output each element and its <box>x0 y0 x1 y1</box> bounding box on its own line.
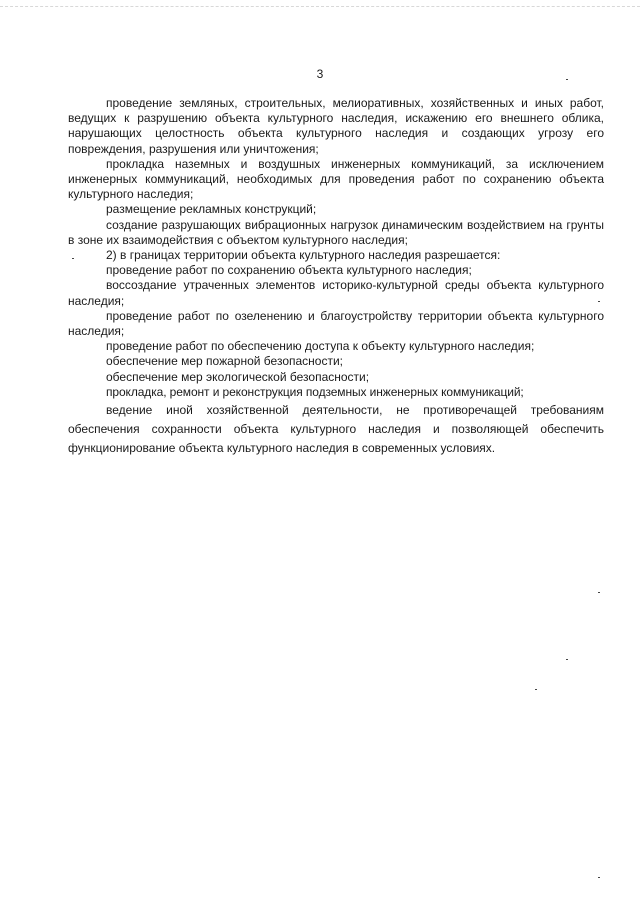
paragraph-landscaping-works: проведение работ по озеленению и благоустройству территории объекта культурного наследия; <box>68 308 604 339</box>
scan-speck <box>72 258 74 259</box>
paragraph-vibration-prohibition: создание разрушающих вибрационных нагрузок динамическим воздействием на грунты в зоне их взаимодействия с объектом культурного наследия; <box>68 217 604 247</box>
scan-speck <box>598 877 600 878</box>
paragraph-other-activities: ведение иной хозяйственной деятельности, не противоречащей требованиям обеспечения сохранности объекта культурного наследия и позволяющей обеспечить функционирование объекта культурного наследия в современных условиях. <box>68 403 604 456</box>
page-number: 3 <box>316 67 324 81</box>
scan-speck <box>566 659 568 660</box>
paragraph-ecological-safety: обеспечение мер экологической безопасности; <box>106 369 370 384</box>
paragraph-fire-safety: обеспечение мер пожарной безопасности; <box>106 354 343 369</box>
document-body <box>68 96 604 458</box>
paragraph-preservation-works: проведение работ по сохранению объекта культурного наследия; <box>106 263 472 278</box>
scan-speck <box>598 301 600 302</box>
paragraph-restoration-elements: воссоздание утраченных элементов историко-культурной среды объекта культурного наследия; <box>68 278 604 308</box>
paragraph-underground-utilities: прокладка, ремонт и реконструкция подземных инженерных коммуникаций; <box>106 384 524 399</box>
scan-speck <box>535 689 537 690</box>
paragraph-earthworks-prohibition: проведение земляных, строительных, мелиоративных, хозяйственных и иных работ, ведущих к разрушению объекта культурного наследия, искажению его внешнего облика, нарушающих целостность объекта культурного наследия и создающих угрозу его повреждения, разрушения или уничтожения; <box>68 96 604 156</box>
paragraph-access-works: проведение работ по обеспечению доступа к объекту культурного наследия; <box>106 339 535 354</box>
paragraph-overhead-utilities-prohibition: прокладка наземных и воздушных инженерных коммуникаций, за исключением инженерных коммуникаций, необходимых для проведения работ по сохранению объекта культурного наследия; <box>68 156 604 202</box>
paragraph-permitted-heading: 2) в границах территории объекта культурного наследия разрешается: <box>106 248 501 263</box>
scan-speck <box>598 592 600 593</box>
paragraph-advertising-prohibition: размещение рекламных конструкций; <box>106 202 317 217</box>
scan-top-edge <box>0 6 640 13</box>
scan-speck <box>566 79 568 80</box>
